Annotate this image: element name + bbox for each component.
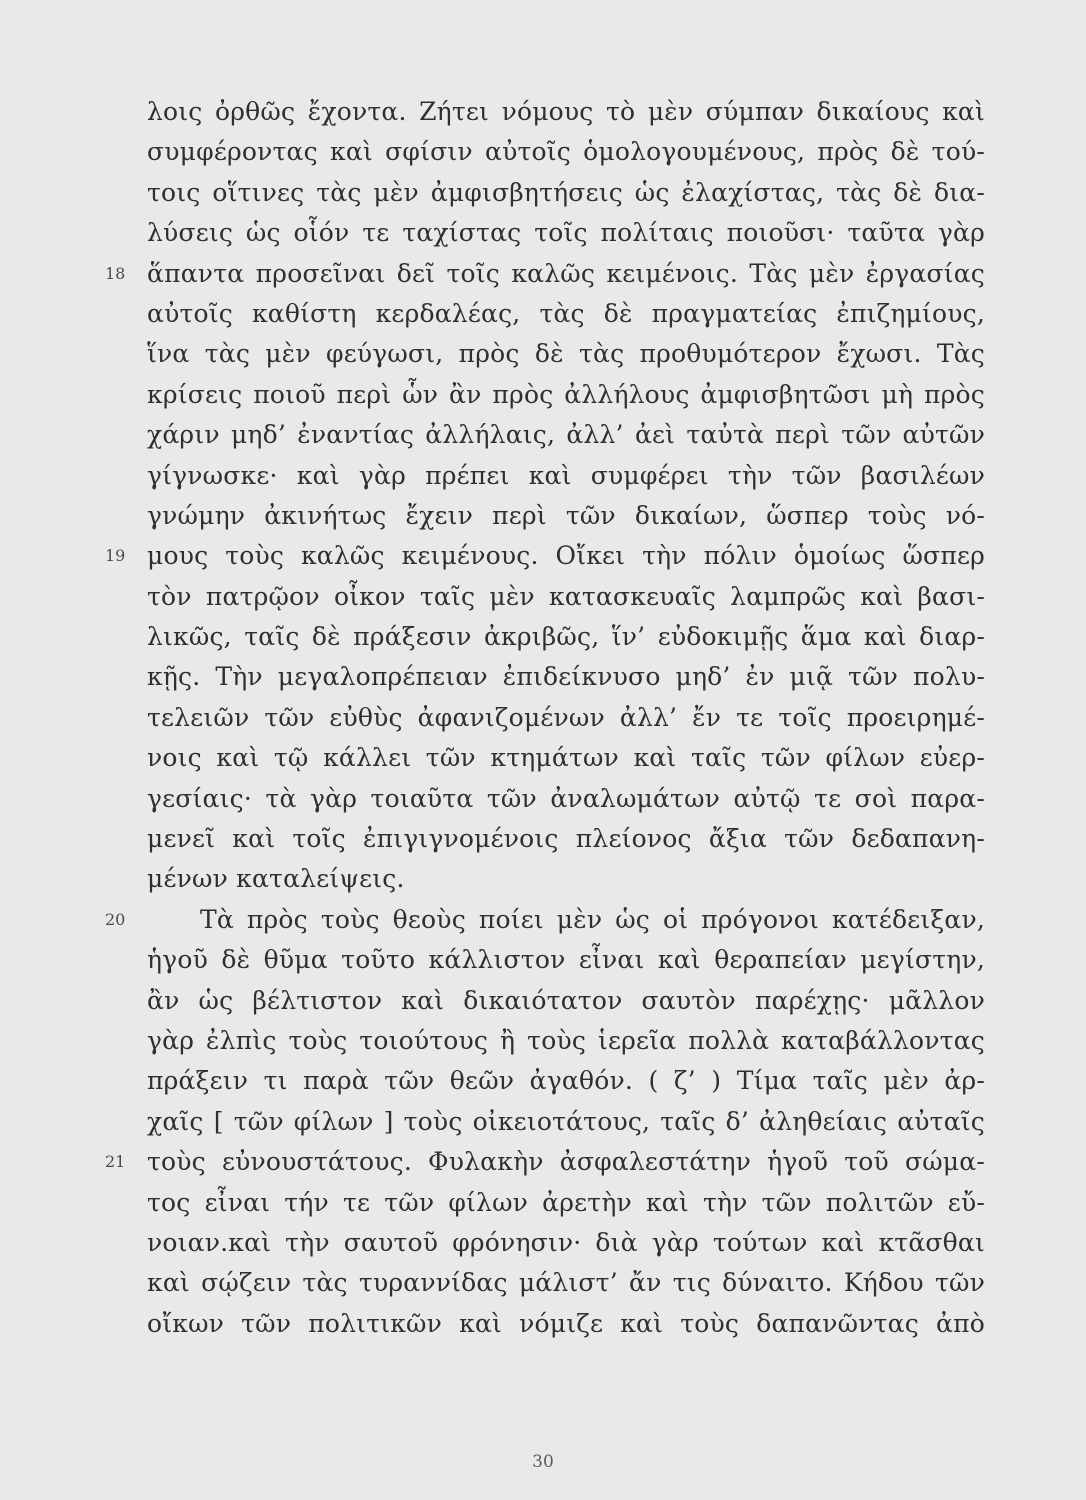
line-text: γνώμην ἀκινήτως ἔχειν περὶ τῶν δικαίων, ὥσπερ τοὺς νό-: [147, 500, 985, 530]
line-text: ἂν ὡς βέλτιστον καὶ δικαιότατον σαυτὸν παρέχῃς· μᾶλλον: [147, 985, 985, 1015]
line-text: τὸν πατρῷον οἶκον ταῖς μὲν κατασκευαῖς λαμπρῶς καὶ βασι-: [147, 581, 985, 611]
line-text: μένων καταλείψεις.: [147, 864, 405, 894]
greek-text-body: [105, 92, 997, 1344]
line-text: τοὺς εὐνουστάτους. Φυλακὴν ἀσφαλεστάτην ἡγοῦ τοῦ σώμα-: [147, 1147, 985, 1177]
line-text: λικῶς, ταῖς δὲ πράξεσιν ἀκριβῶς, ἵν’ εὐδοκιμῇς ἅμα καὶ διαρ-: [147, 622, 985, 652]
line-text: νοιαν.καὶ τὴν σαυτοῦ φρόνησιν· διὰ γὰρ τούτων καὶ κτᾶσθαι: [147, 1227, 985, 1257]
line-text: κῇς. Τὴν μεγαλοπρέπειαν ἐπιδείκνυσο μηδ’ ἐν μιᾷ τῶν πολυ-: [147, 662, 985, 692]
text-line: [147, 1061, 997, 1101]
line-text: αὐτοῖς καθίστη κερδαλέας, τὰς δὲ πραγματείας ἐπιζημίους,: [147, 298, 985, 328]
line-text: κρίσεις ποιοῦ περὶ ὧν ἂν πρὸς ἀλλήλους ἀμφισβητῶσι μὴ πρὸς: [147, 379, 985, 409]
line-text: καὶ σῴζειν τὰς τυραννίδας μάλιστ’ ἄν τις δύναιτο. Κήδου τῶν: [147, 1268, 985, 1298]
line-text: Τὰ πρὸς τοὺς θεοὺς ποίει μὲν ὡς οἱ πρόγονοι κατέδειξαν,: [200, 904, 985, 934]
text-line: [147, 819, 997, 859]
page-number: 30: [532, 1452, 554, 1472]
text-line: [147, 294, 997, 334]
text-line: [147, 132, 997, 172]
line-text: χαῖς [ τῶν φίλων ] τοὺς οἰκειοτάτους, ταῖς δ’ ἀληθείαις αὐταῖς: [147, 1106, 985, 1136]
text-line: [147, 859, 997, 899]
line-text: γεσίαις· τὰ γὰρ τοιαῦτα τῶν ἀναλωμάτων αὐτῷ τε σοὶ παρα-: [147, 783, 985, 813]
text-line: [147, 577, 997, 617]
line-text: λοις ὀρθῶς ἔχοντα. Ζήτει νόμους τὸ μὲν σύμπαν δικαίους καὶ: [147, 97, 985, 126]
text-line: [147, 92, 997, 132]
line-text: πράξειν τι παρὰ τῶν θεῶν ἀγαθόν. ( ζ’ ) Τίμα ταῖς μὲν ἀρ-: [147, 1066, 985, 1096]
text-line: [147, 496, 997, 536]
text-line: [147, 456, 997, 496]
text-line: [147, 657, 997, 697]
line-text: λύσεις ὡς οἷόν τε ταχίστας τοῖς πολίταις ποιοῦσι· ταῦτα γὰρ: [147, 218, 985, 248]
section-number: 20: [105, 909, 126, 929]
text-line: [147, 1021, 997, 1061]
text-line: [147, 698, 997, 738]
section-number: 18: [105, 263, 126, 283]
text-line: [147, 1304, 997, 1344]
line-text: γίγνωσκε· καὶ γὰρ πρέπει καὶ συμφέρει τὴν τῶν βασιλέων: [147, 460, 985, 490]
line-text: οἴκων τῶν πολιτικῶν καὶ νόμιζε καὶ τοὺς δαπανῶντας ἀπὸ: [147, 1308, 985, 1338]
line-text: ἵνα τὰς μὲν φεύγωσι, πρὸς δὲ τὰς προθυμότερον ἔχωσι. Τὰς: [147, 339, 985, 369]
line-text: νοις καὶ τῷ κάλλει τῶν κτημάτων καὶ ταῖς τῶν φίλων εὐερ-: [147, 743, 985, 773]
text-line: [147, 173, 997, 213]
section-number: 21: [105, 1152, 126, 1172]
text-line: [147, 617, 997, 657]
section-number: 19: [105, 546, 126, 566]
line-text: γὰρ ἐλπὶς τοὺς τοιούτους ἢ τοὺς ἱερεῖα πολλὰ καταβάλλοντας: [147, 1025, 985, 1055]
line-text: μους τοὺς καλῶς κειμένους. Οἴκει τὴν πόλιν ὁμοίως ὥσπερ: [147, 541, 985, 571]
text-line: [147, 375, 997, 415]
text-line: [105, 1142, 997, 1182]
line-text: ἡγοῦ δὲ θῦμα τοῦτο κάλλιστον εἶναι καὶ θεραπείαν μεγίστην,: [147, 945, 985, 975]
text-line: [147, 415, 997, 455]
text-line: [147, 213, 997, 253]
text-line: [147, 334, 997, 374]
text-line: [147, 1183, 997, 1223]
line-text: τος εἶναι τήν τε τῶν φίλων ἀρετὴν καὶ τὴν τῶν πολιτῶν εὔ-: [147, 1187, 985, 1217]
line-text: τελειῶν τῶν εὐθὺς ἀφανιζομένων ἀλλ’ ἔν τε τοῖς προειρημέ-: [147, 702, 985, 732]
text-line: [147, 1102, 997, 1142]
text-line: [147, 779, 997, 819]
text-line: [147, 981, 997, 1021]
text-line: [147, 1223, 997, 1263]
line-text: συμφέροντας καὶ σφίσιν αὐτοῖς ὁμολογουμένους, πρὸς δὲ τού-: [147, 137, 985, 167]
line-text: ἅπαντα προσεῖναι δεῖ τοῖς καλῶς κειμένοις. Τὰς μὲν ἐργασίας: [147, 258, 985, 288]
text-line: [147, 1263, 997, 1303]
line-text: τοις οἵτινες τὰς μὲν ἀμφισβητήσεις ὡς ἐλαχίστας, τὰς δὲ δια-: [147, 177, 985, 207]
line-text: χάριν μηδ’ ἐναντίας ἀλλήλαις, ἀλλ’ ἀεὶ ταὐτὰ περὶ τῶν αὐτῶν: [147, 420, 985, 450]
line-text: μενεῖ καὶ τοῖς ἐπιγιγνομένοις πλείονος ἄξια τῶν δεδαπανη-: [147, 824, 985, 854]
text-line: [105, 254, 997, 294]
text-line: [147, 738, 997, 778]
text-line: [105, 536, 997, 576]
text-line: [105, 900, 997, 940]
text-line: [147, 940, 997, 980]
